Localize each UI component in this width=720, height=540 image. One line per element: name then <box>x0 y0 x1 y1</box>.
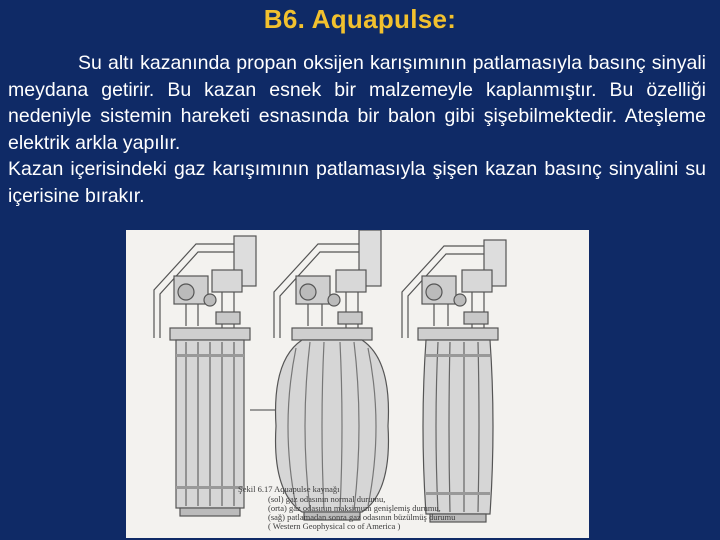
unit-normal <box>154 236 256 516</box>
slide-title: B6. Aquapulse: <box>263 4 457 34</box>
paragraph-1: Su altı kazanında propan oksijen karışımının patlamasıyla basınç sinyali meydana getirir. Bu kazan esnek bir malzemeyle kaplanmıştır. Bu özelliği nedeniyle sistemin hareketi esnasında bir balon gibi şişebilmektedir. Ateşleme elektrik arkla yapılır. <box>8 52 706 154</box>
aquapulse-drawing <box>126 230 589 538</box>
unit-expanded <box>274 230 388 520</box>
paragraph-2: Kazan içerisindeki gaz karışımının patlamasıyla şişen kazan basınç sinyalini su içerisine bırakır. <box>8 158 706 207</box>
caption-line: (orta) gaz odasının maksimum genişlemiş durumu, <box>268 503 441 513</box>
caption-line: (sol) gaz odasının normal durumu, <box>268 494 386 504</box>
caption-line: Şekil 6.17 Aquapulse kaynağı <box>238 484 340 494</box>
unit-contracted <box>402 240 506 522</box>
caption-line: (sağ) patlamadan sonra gaz odasının büzülmüş durumu <box>268 512 456 522</box>
slide-body <box>8 50 706 209</box>
aquapulse-figure <box>126 230 589 538</box>
caption-line: ( Western Geophysical co of America ) <box>268 521 401 531</box>
